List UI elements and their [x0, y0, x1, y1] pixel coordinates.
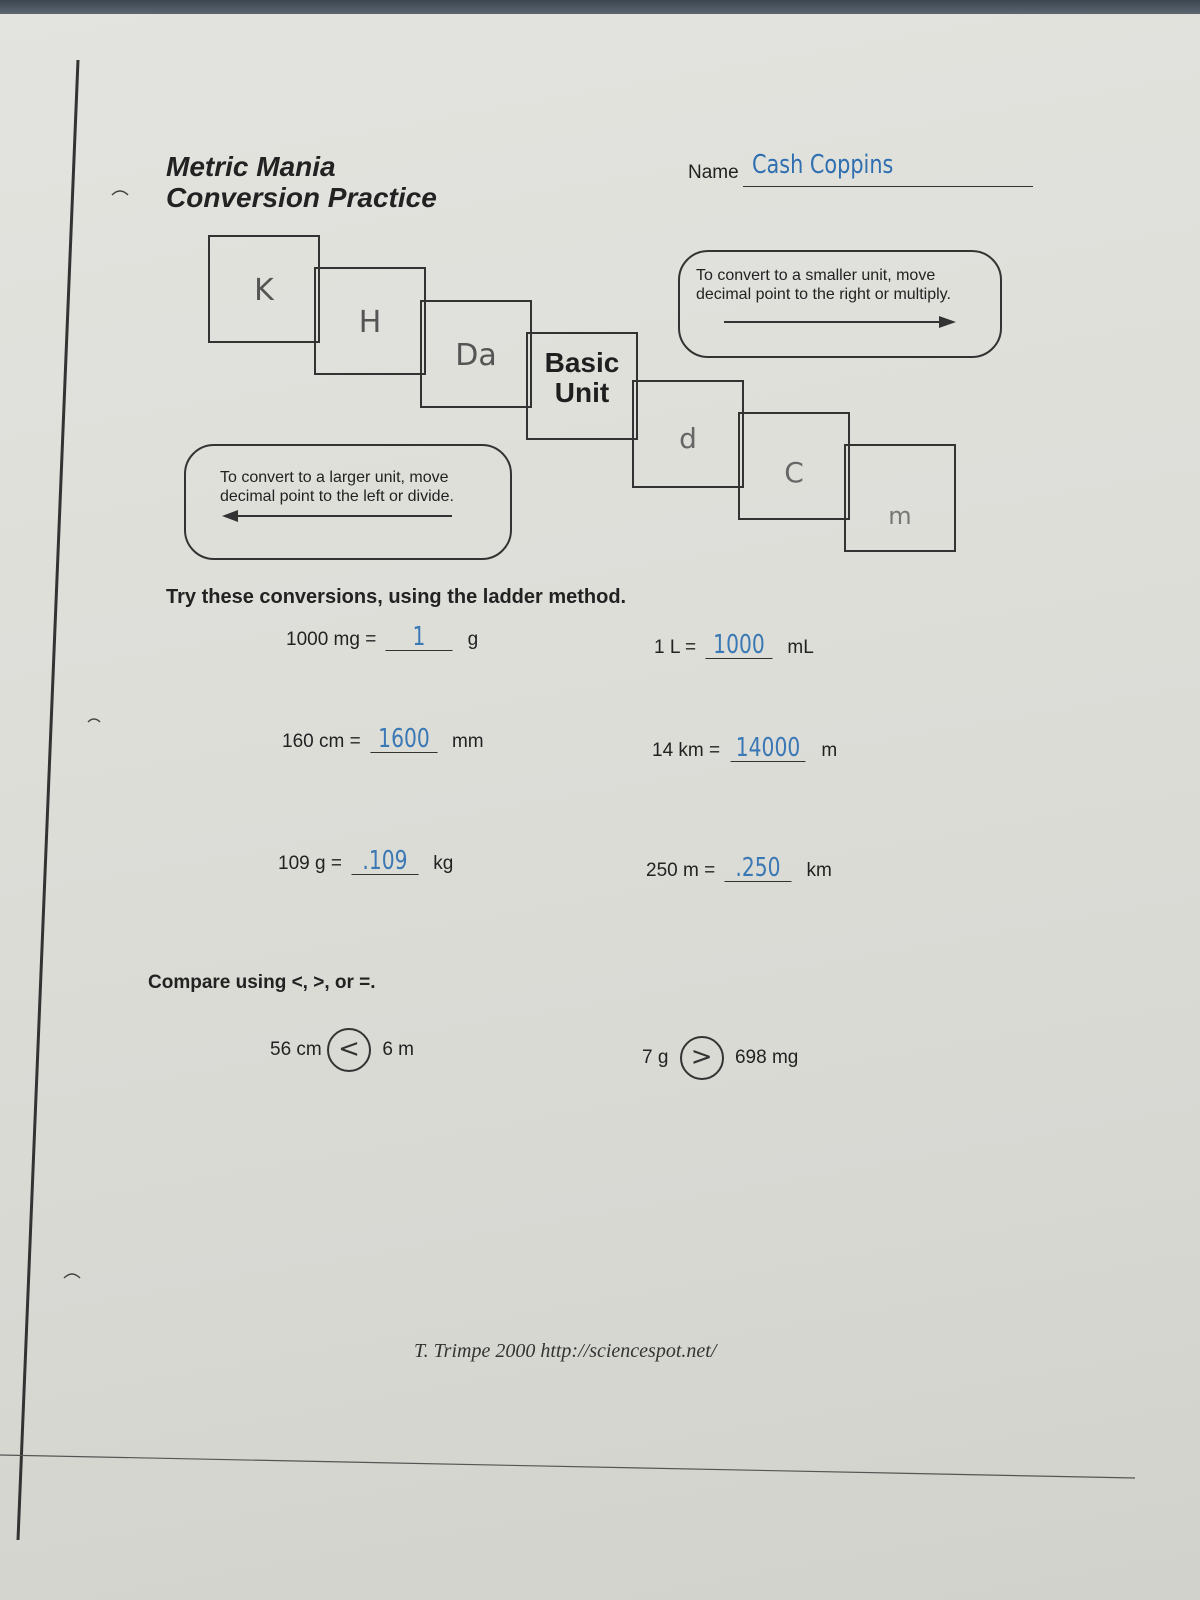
ladder-label-deka: Da — [455, 338, 497, 373]
conversion-unit: mL — [787, 637, 814, 658]
ladder-step-deci — [632, 380, 744, 488]
conversions-instructions: Try these conversions, using the ladder method. — [166, 586, 627, 608]
footer-credit: T. Trimpe 2000 http://sciencespot.net/ — [414, 1340, 717, 1362]
compare-right: 6 m — [382, 1039, 414, 1061]
conversion-row-2 — [654, 632, 814, 659]
ladder-label-hecto: H — [358, 305, 382, 340]
smaller-note-line2: decimal point to the right or multiply. — [696, 286, 951, 303]
right-arrow-icon — [724, 312, 964, 332]
ladder-step-basic-unit — [526, 332, 638, 440]
ladder-label-deci: d — [679, 422, 697, 455]
conversion-unit: g — [467, 629, 479, 650]
compare-row-2 — [642, 1036, 798, 1080]
ladder-label-unit: Unit — [554, 377, 610, 408]
worksheet-subtitle: Conversion Practice — [166, 182, 437, 213]
ladder-step-hecto — [314, 267, 426, 375]
conversion-row-6 — [646, 855, 832, 882]
conversion-prompt: 1000 mg = — [286, 629, 377, 650]
compare-left: 56 cm — [270, 1039, 322, 1061]
conversion-row-5 — [278, 848, 453, 875]
compare-right: 698 mg — [734, 1047, 799, 1069]
ladder-step-milli — [844, 444, 956, 552]
compare-symbol[interactable]: < — [327, 1028, 371, 1072]
conversion-prompt: 109 g = — [278, 853, 342, 874]
ladder-step-deka — [420, 300, 532, 408]
conversion-answer[interactable]: .250 — [725, 855, 792, 882]
left-arrow-icon — [220, 506, 460, 526]
ladder-label-centi: C — [784, 456, 804, 489]
compare-row-1 — [270, 1028, 414, 1072]
ladder-step-centi — [738, 412, 850, 520]
conversion-unit: m — [821, 740, 838, 761]
conversion-row-4 — [652, 735, 837, 762]
larger-unit-note — [184, 444, 512, 560]
conversion-answer[interactable]: 1600 — [370, 726, 437, 753]
smaller-note-line1: To convert to a smaller unit, move — [696, 267, 936, 284]
conversion-answer[interactable]: 1 — [386, 624, 453, 651]
conversion-answer[interactable]: .109 — [351, 848, 418, 875]
conversion-prompt: 1 L = — [654, 637, 697, 658]
compare-instructions: Compare using <, >, or =. — [148, 972, 376, 993]
compare-symbol[interactable]: > — [680, 1036, 724, 1080]
conversion-prompt: 160 cm = — [282, 731, 361, 752]
name-line[interactable] — [743, 186, 1033, 187]
conversion-row-1 — [286, 624, 478, 651]
ladder-label-basic: Basic — [544, 347, 620, 378]
larger-note-line1: To convert to a larger unit, move — [220, 469, 449, 486]
compare-left: 7 g — [642, 1047, 669, 1069]
ladder-label-kilo: K — [254, 273, 274, 308]
conversion-unit: mm — [451, 731, 484, 752]
ladder-label-milli: m — [888, 502, 912, 530]
conversion-unit: kg — [433, 853, 454, 874]
conversion-prompt: 250 m = — [646, 860, 716, 881]
larger-note-line2: decimal point to the left or divide. — [220, 488, 454, 505]
conversion-answer[interactable]: 14000 — [731, 735, 806, 762]
name-label: Name — [688, 162, 739, 183]
conversion-prompt: 14 km = — [652, 740, 721, 761]
conversion-unit: km — [806, 860, 832, 881]
ladder-step-kilo — [208, 235, 320, 343]
conversion-row-3 — [282, 726, 484, 753]
worksheet-title: Metric Mania — [166, 151, 336, 182]
smaller-unit-note — [678, 250, 1002, 358]
name-value: Cash Coppins — [752, 150, 894, 180]
conversion-answer[interactable]: 1000 — [706, 632, 773, 659]
